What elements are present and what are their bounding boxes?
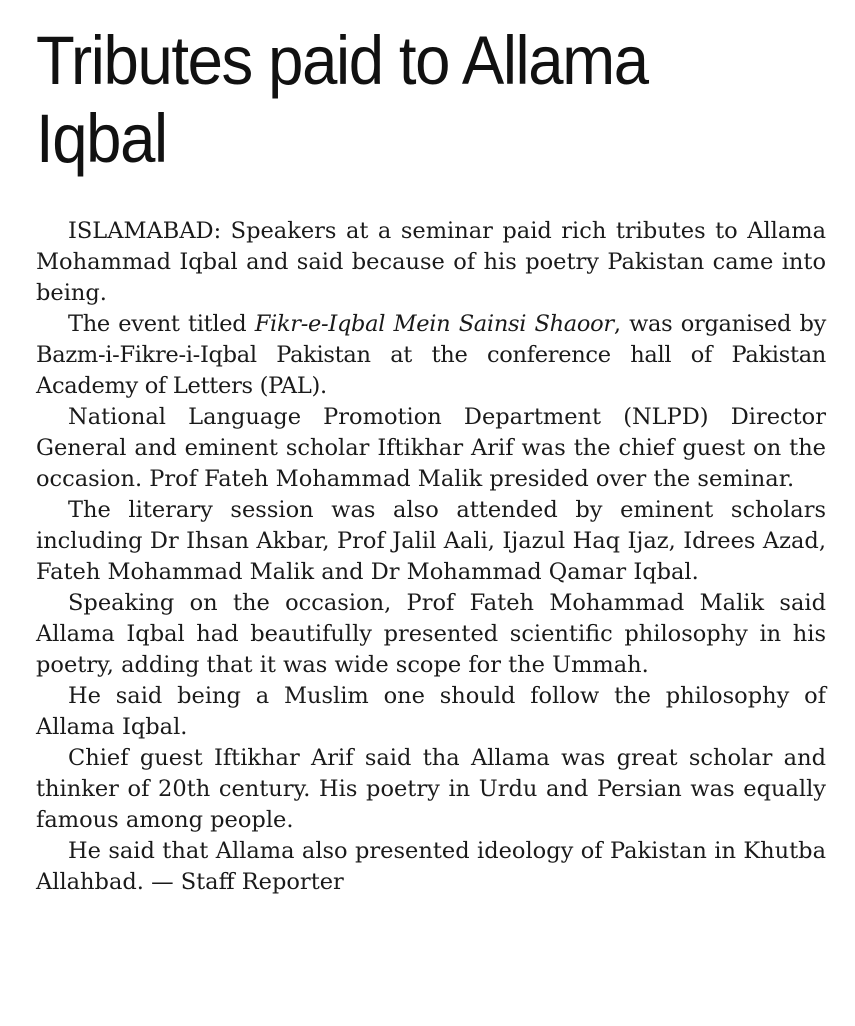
paragraph-closing: He said that Allama also presented ideology of Pakistan in Khutba Allahbad. — Staff Reporter — [36, 838, 826, 895]
paragraph-philosophy: He said being a Muslim one should follow the philosophy of Allama Iqbal. — [36, 683, 826, 740]
paragraph-arif-speech: Chief guest Iftikhar Arif said tha Allama was great scholar and thinker of 20th century. His poetry in Urdu and Persian was equally famous among people. — [36, 745, 826, 833]
paragraph-attendees: The literary session was also attended by eminent scholars including Dr Ihsan Akbar, Prof Jalil Aali, Ijazul Haq Ijaz, Idrees Azad, Fateh Mohammad Malik and Dr Mohammad Qamar Iqbal. — [36, 497, 826, 585]
event-intro-text: The event titled — [68, 311, 255, 337]
event-title: Fikr-e-Iqbal Mein Sainsi Shaoor — [254, 311, 614, 337]
headline: Tributes paid to Allama Iqbal — [36, 22, 648, 177]
article-body — [36, 216, 826, 898]
paragraph-event — [36, 309, 826, 402]
news-article — [36, 22, 826, 898]
paragraph-dateline: ISLAMABAD: Speakers at a seminar paid rich tributes to Allama Mohammad Iqbal and said because of his poetry Pakistan came into being. — [36, 218, 826, 306]
event-detail-text: , was organised by Bazm-i-Fikre-i-Iqbal Pakistan at the conference hall of Pakistan Academy of Letters (PAL). — [36, 311, 826, 399]
paragraph-chief-guest: National Language Promotion Department (NLPD) Director General and eminent scholar Iftikhar Arif was the chief guest on the occasion. Prof Fateh Mohammad Malik presided over the seminar. — [36, 404, 826, 492]
paragraph-malik-speech: Speaking on the occasion, Prof Fateh Mohammad Malik said Allama Iqbal had beautifully presented scientific philosophy in his poetry, adding that it was wide scope for the Ummah. — [36, 590, 826, 678]
